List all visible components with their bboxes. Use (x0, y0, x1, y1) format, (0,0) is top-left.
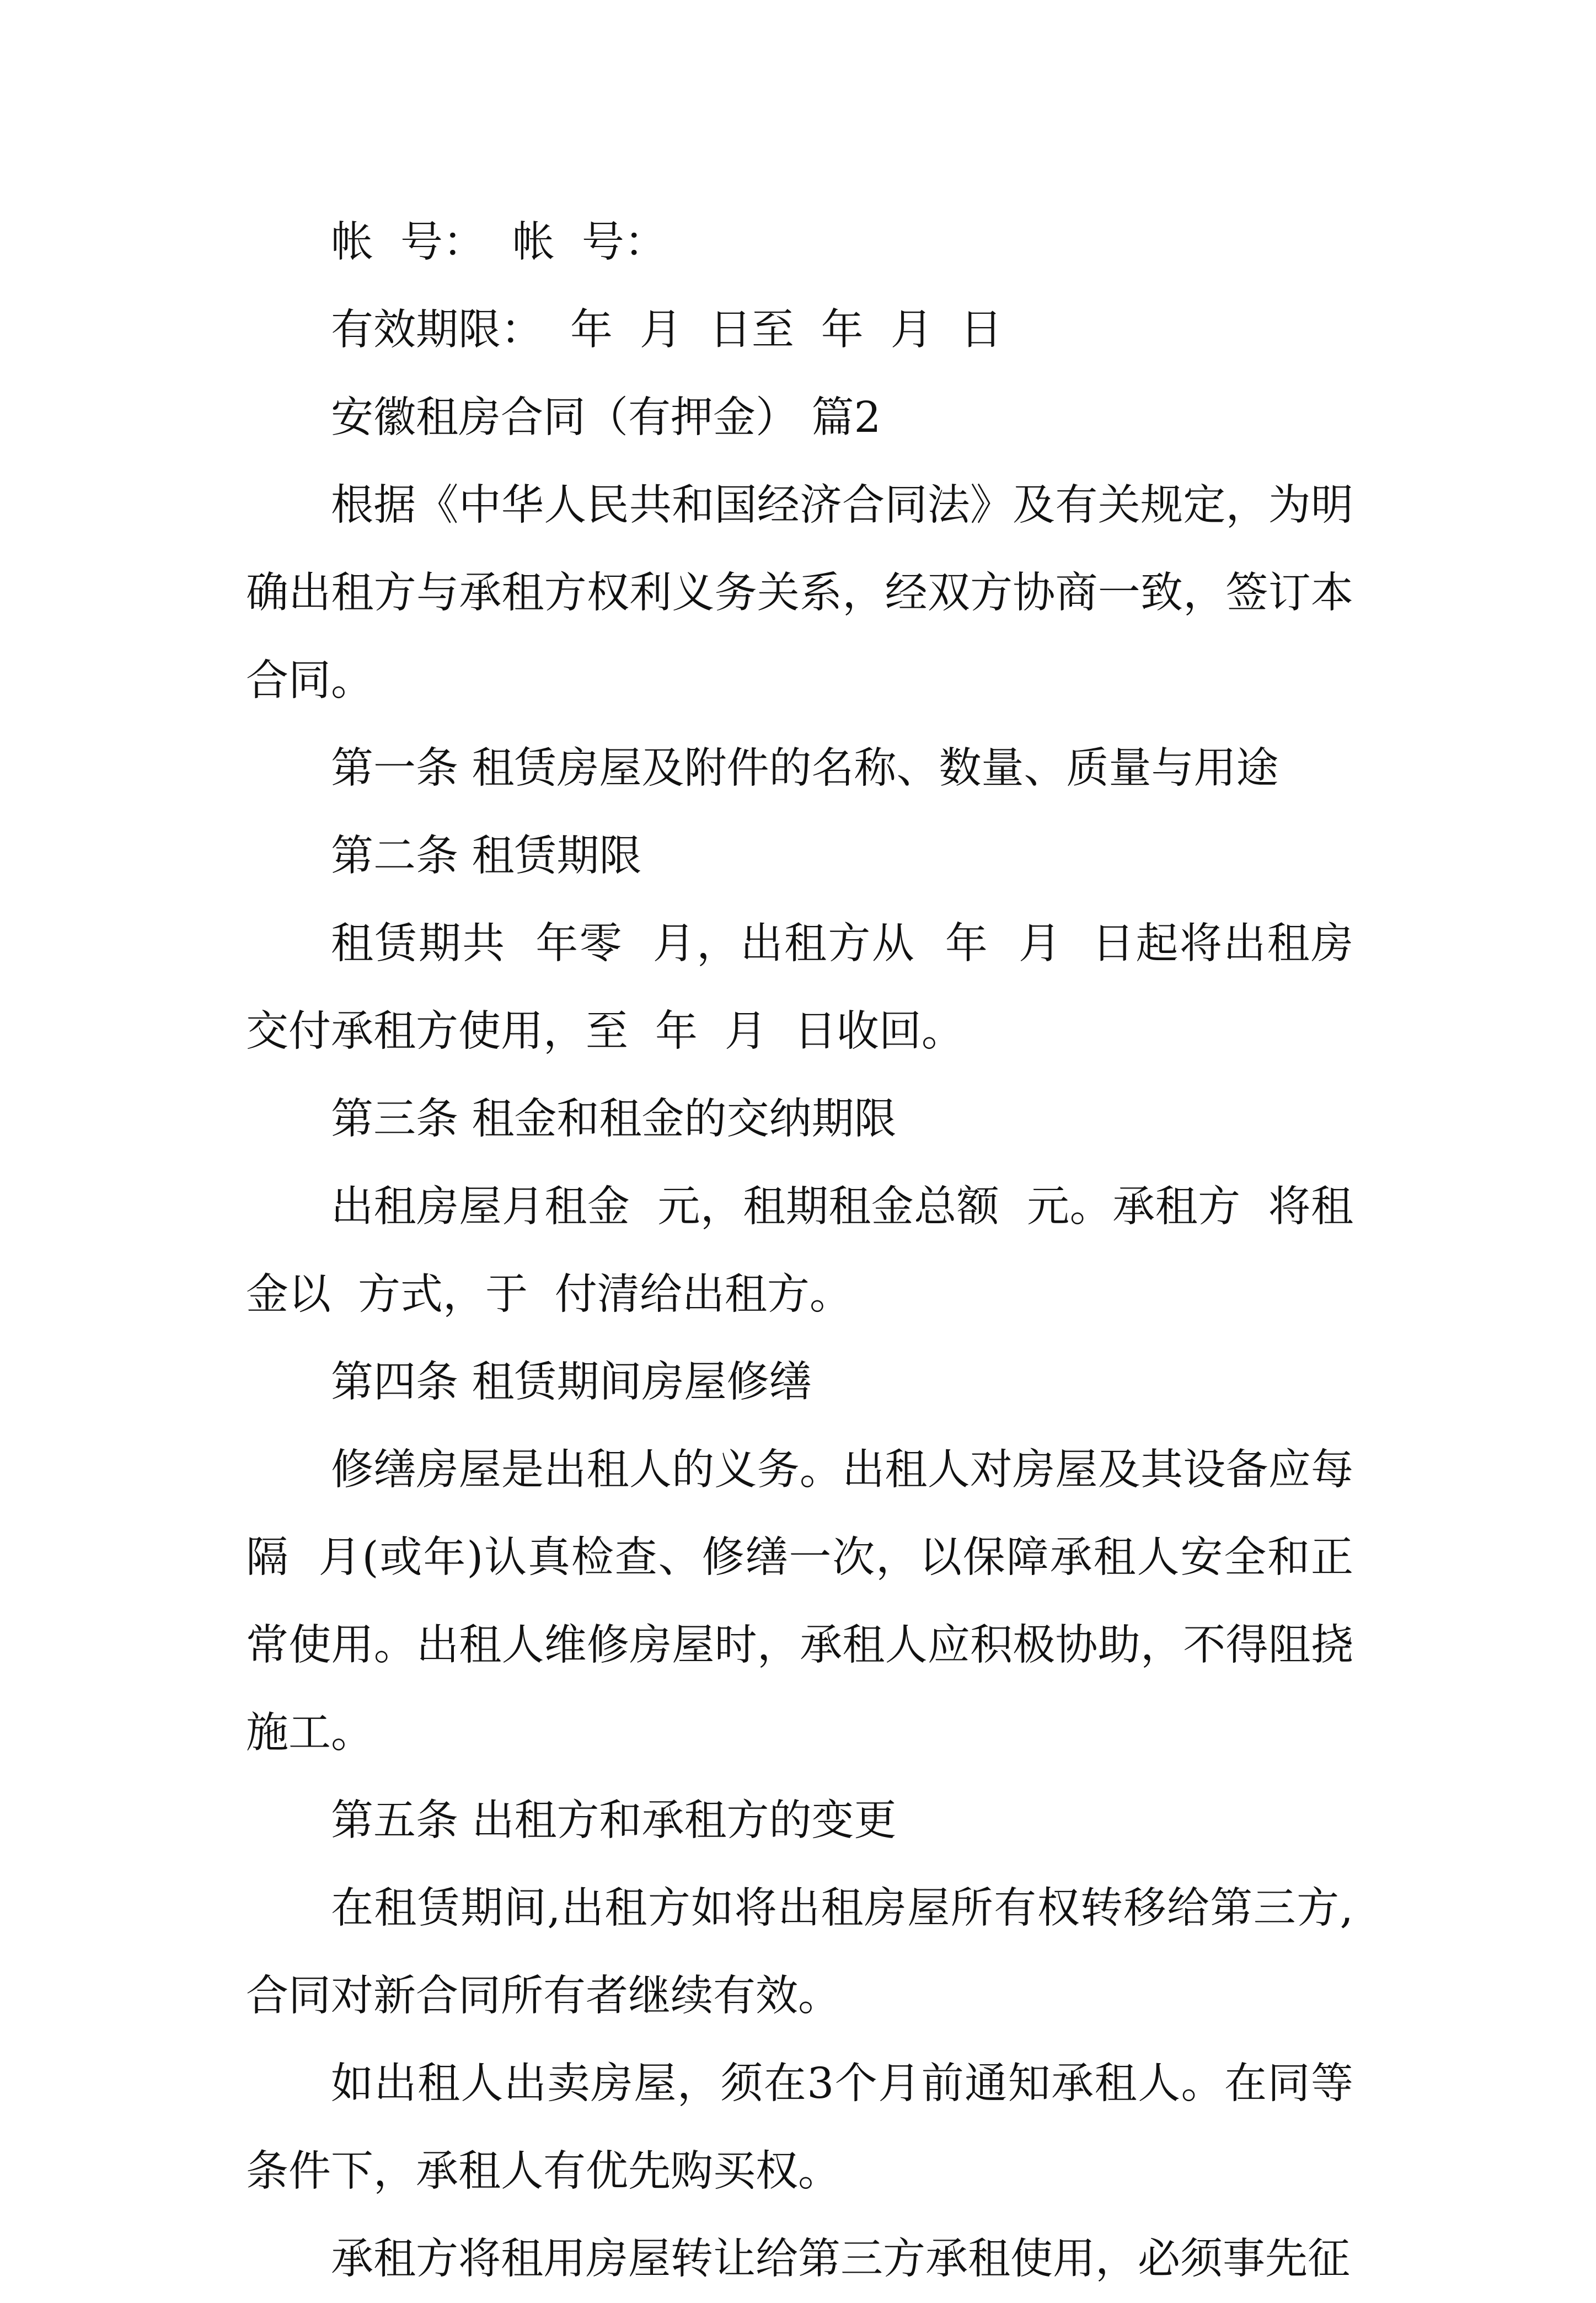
article-3-heading: 第三条 租金和租金的交纳期限 (331, 1095, 897, 1144)
article-5-body-2: 如出租人出卖房屋，须在3个月前通知承租人。在同等条件下，承租人有优先购买权。 (246, 2059, 1353, 2196)
article-5-heading: 第五条 出租方和承租方的变更 (331, 1796, 897, 1845)
article-5-body-3: 承租方将租用房屋转让给第三方承租使用，必须事先征 (331, 2235, 1350, 2284)
article-1-heading: 第一条 租赁房屋及附件的名称、数量、质量与用途 (331, 744, 1279, 793)
section-heading: 安徽租房合同（有押金） 篇2 (331, 393, 881, 442)
article-2-heading: 第二条 租赁期限 (331, 832, 642, 881)
article-4-body: 修缮房屋是出租人的义务。出租人对房屋及其设备应每隔 月(或年)认真检查、修缮一次，以保障承租人安全和正常使用。出租人维修房屋时，承租人应积极协助，不得阻挠施工。 (246, 1445, 1353, 1758)
document-body (246, 199, 1353, 2303)
article-2-body: 租赁期共 年零 月，出租方从 年 月 日起将出租房交付承租方使用，至 年 月 日收回。 (246, 919, 1353, 1056)
article-3-body: 出租房屋月租金 元，租期租金总额 元。承租方 将租金以 方式，于 付清给出租方。 (246, 1182, 1353, 1319)
account-number-line: 帐 号： 帐 号： (331, 218, 667, 267)
validity-period-line: 有效期限： 年 月 日至 年 月 日 (331, 306, 1003, 355)
contract-preamble: 根据《中华人民共和国经济合同法》及有关规定，为明确出租方与承租方权利义务关系，经双方协商一致，签订本合同。 (246, 481, 1353, 705)
article-5-body-1: 在租赁期间,出租方如将出租房屋所有权转移给第三方,合同对新合同所有者继续有效。 (246, 1884, 1353, 2021)
article-4-heading: 第四条 租赁期间房屋修缮 (331, 1358, 812, 1407)
